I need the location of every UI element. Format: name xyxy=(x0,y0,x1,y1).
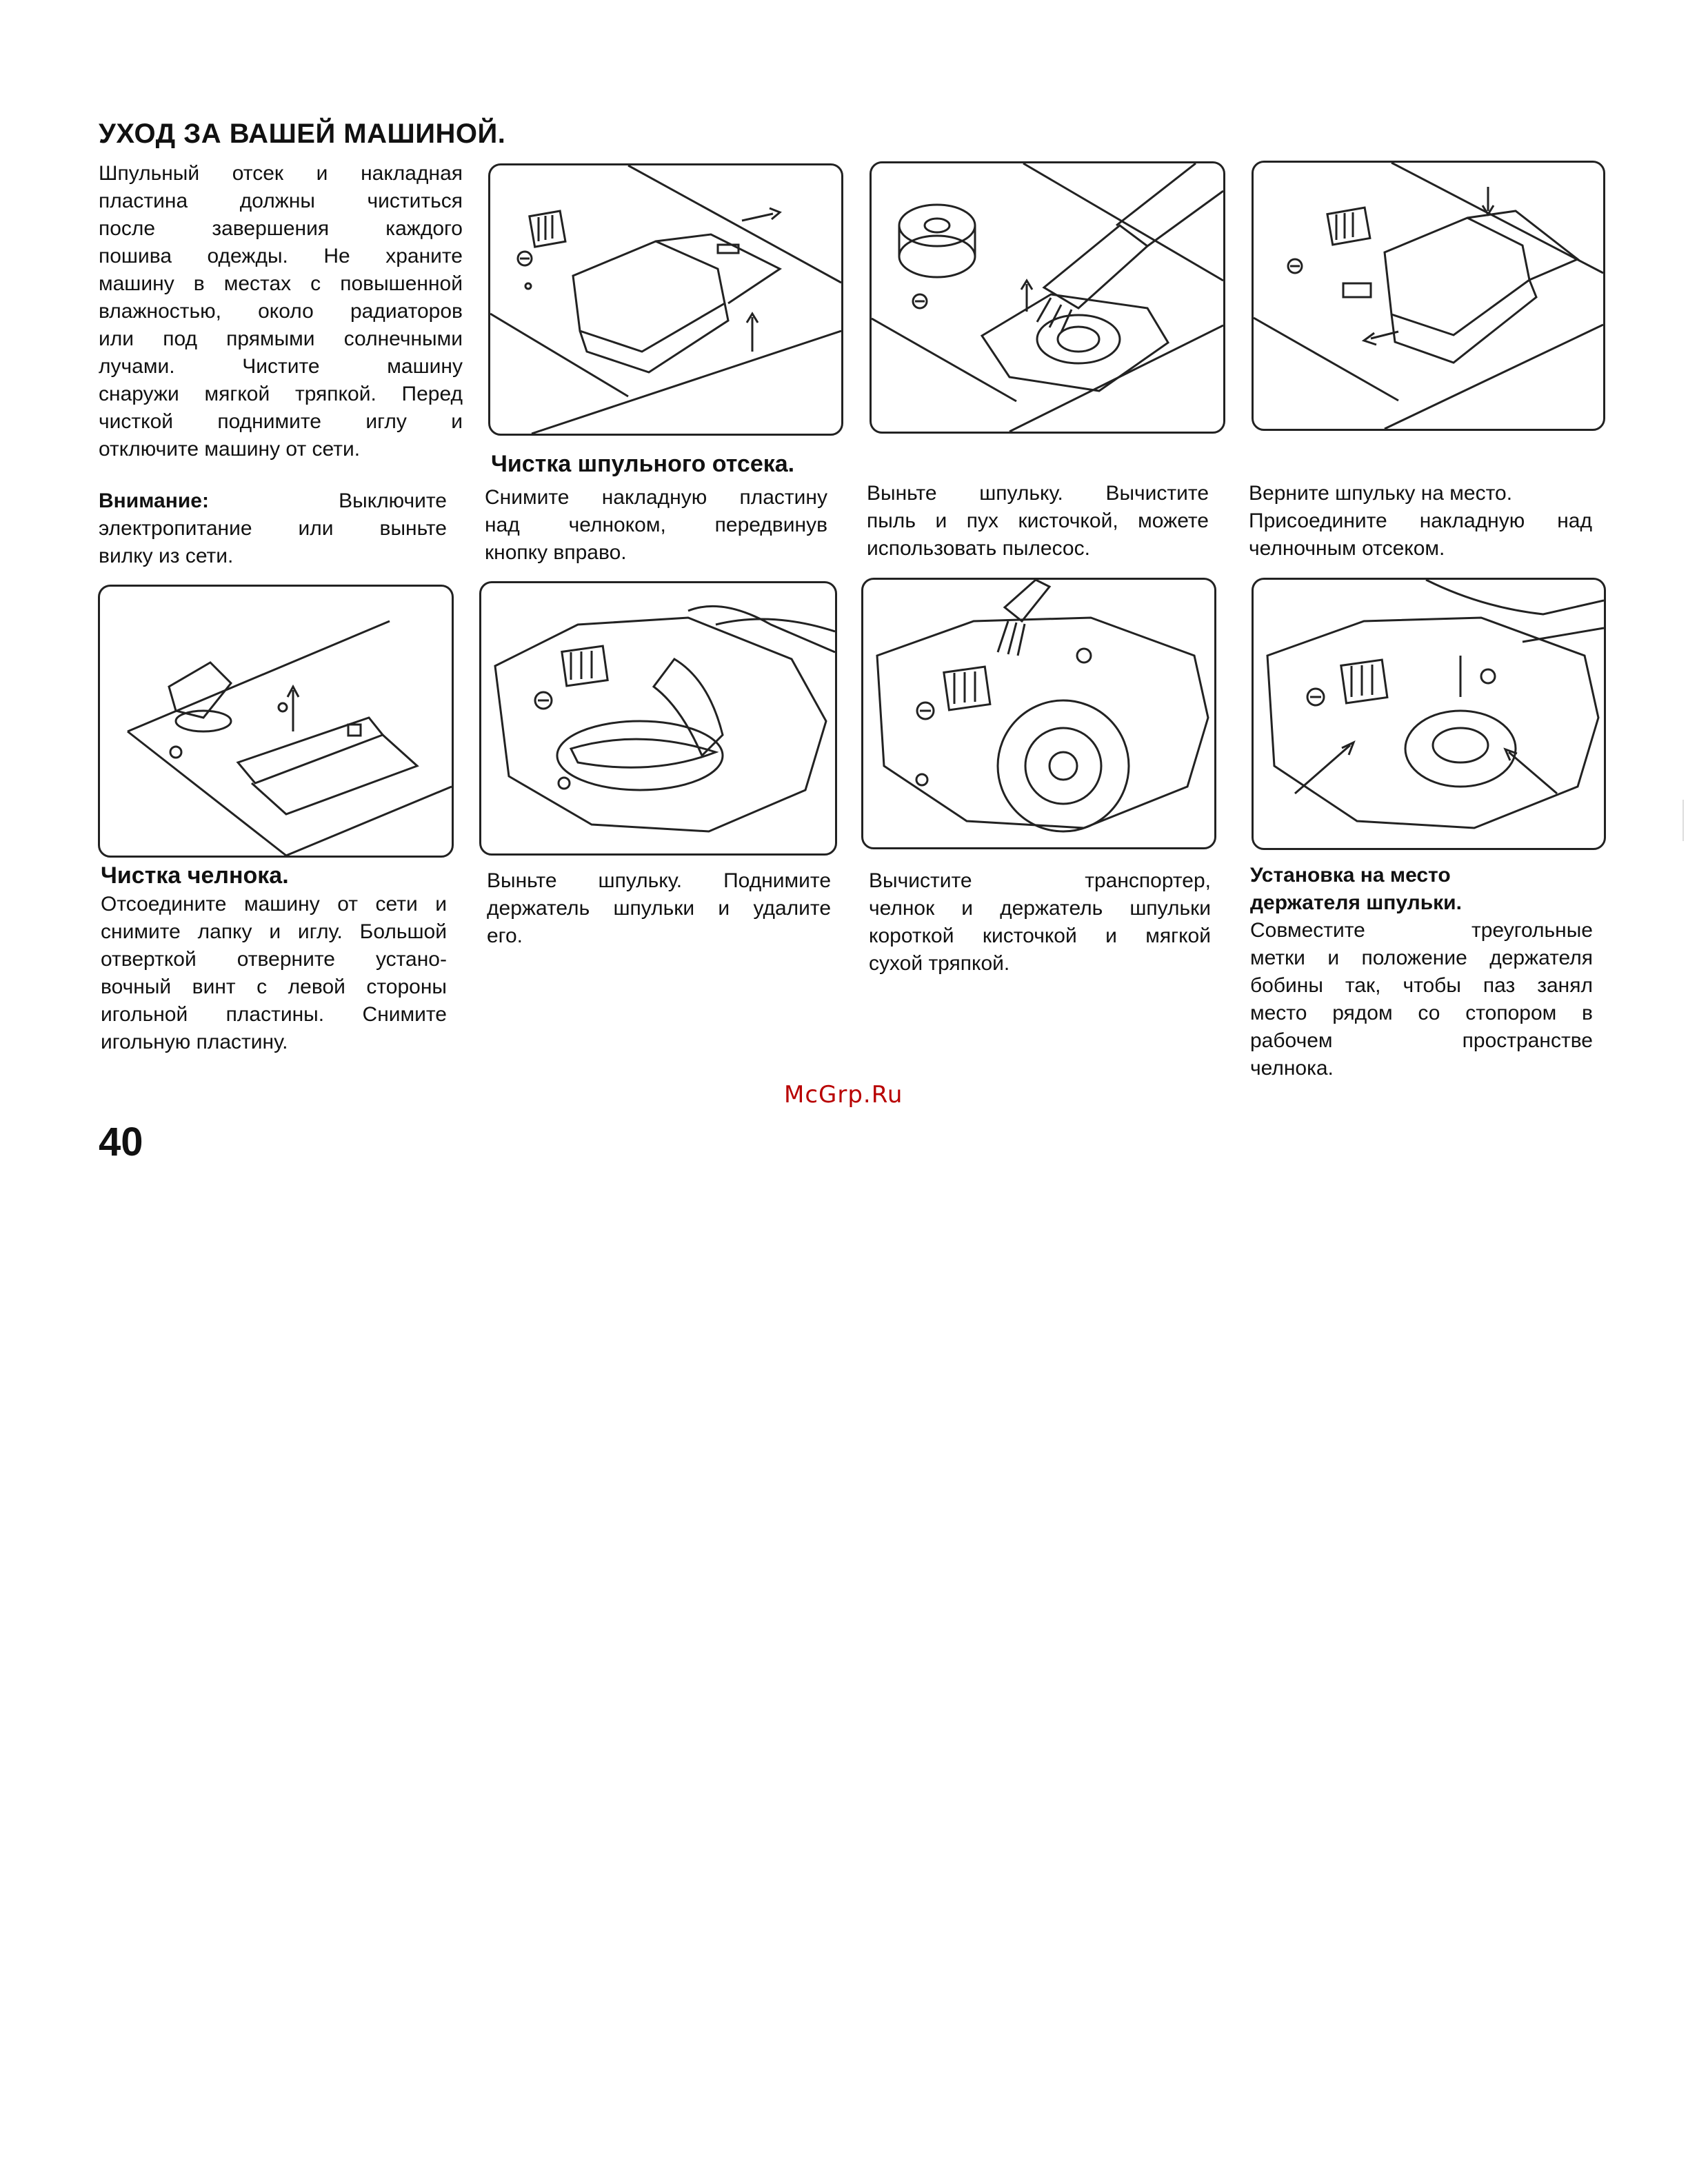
text-line: Присоедините накладную над xyxy=(1249,509,1592,532)
intro-line: снаружи мягкой тряпкой. Перед xyxy=(99,383,463,405)
text-line: игольной пластины. Снимите xyxy=(101,1003,447,1026)
intro-line: отключите машину от сети. xyxy=(99,438,361,461)
bobbin-holder-install-panel xyxy=(1252,578,1606,850)
text-line: игольную пластину. xyxy=(101,1031,288,1053)
text-line: над челноком, передвинув xyxy=(485,514,827,536)
text-line: Верните шпульку на место. xyxy=(1249,482,1513,505)
text-line: Вычистите транспортер, xyxy=(869,869,1211,892)
warning-label: Внимание: xyxy=(99,489,209,512)
bobbin-section-heading: Чистка шпульного отсека. xyxy=(491,451,795,477)
bobbin-step3-text xyxy=(1249,480,1592,563)
intro-line: машину в местах с повышенной xyxy=(99,272,463,295)
watermark: McGrp.Ru xyxy=(784,1081,903,1109)
install-heading-line: держателя шпульки. xyxy=(1250,891,1462,914)
warning-first-word: Выключите xyxy=(339,489,447,512)
bobbin-cover-replace-panel xyxy=(1252,161,1605,431)
intro-line: после завершения каждого xyxy=(99,217,463,240)
warning-note xyxy=(99,487,447,570)
text-line: челнока. xyxy=(1250,1057,1334,1080)
install-heading-line: Установка на место xyxy=(1250,864,1451,887)
hook-step3-text xyxy=(869,867,1211,978)
hook-step2-text xyxy=(487,867,831,950)
page-title: УХОД ЗА ВАШЕЙ МАШИНОЙ. xyxy=(99,119,506,149)
intro-line: чисткой поднимите иглу и xyxy=(99,410,463,433)
intro-line: лучами. Чистите машину xyxy=(99,355,463,378)
bobbin-holder-removal-icon xyxy=(481,583,835,853)
text-line: Снимите накладную пластину xyxy=(485,486,827,509)
intro-line: влажностью, около радиаторов xyxy=(99,300,463,323)
text-line: Выньте шпульку. Вычистите xyxy=(867,482,1209,505)
bobbin-cover-slide-panel xyxy=(488,163,843,436)
intro-paragraph xyxy=(99,160,463,463)
text-line: его. xyxy=(487,924,523,947)
text-line: Отсоедините машину от сети и xyxy=(101,893,447,916)
intro-line: пошива одежды. Не храните xyxy=(99,245,463,267)
warning-first-line xyxy=(99,487,447,515)
text-line: пыль и пух кисточкой, можете xyxy=(867,509,1209,532)
intro-line: пластина должны чиститься xyxy=(99,190,463,212)
text-line: сухой тряпкой. xyxy=(869,952,1010,975)
bobbin-cover-replace-icon xyxy=(1254,163,1603,429)
warning-line: вилку из сети. xyxy=(99,545,234,567)
scan-edge-mark xyxy=(1682,800,1684,841)
text-line: кнопку вправо. xyxy=(485,541,627,564)
bobbin-brush-cleaning-panel xyxy=(870,161,1225,434)
text-line: челночным отсеком. xyxy=(1249,537,1445,560)
page-number: 40 xyxy=(99,1120,143,1164)
feed-dog-brush-cleaning-icon xyxy=(863,580,1214,847)
text-line: снимите лапку и иглу. Большой xyxy=(101,920,447,943)
bobbin-step2-text xyxy=(867,480,1209,563)
text-line: место рядом со стопором в xyxy=(1250,1002,1593,1024)
bobbin-holder-install-icon xyxy=(1254,580,1604,848)
bobbin-holder-removal-panel xyxy=(479,581,837,856)
bobbin-cover-slide-icon xyxy=(490,165,841,434)
text-line: метки и положение держателя xyxy=(1250,947,1593,969)
text-line: челнок и держатель шпульки xyxy=(869,897,1211,920)
bobbin-brush-cleaning-icon xyxy=(872,163,1223,432)
intro-line: Шпульный отсек и накладная xyxy=(99,162,463,185)
bobbin-step1-text xyxy=(485,484,827,567)
warning-line: электропитание или выньте xyxy=(99,517,447,540)
text-line: держатель шпульки и удалите xyxy=(487,897,831,920)
feed-dog-brush-cleaning-panel xyxy=(861,578,1216,849)
hook-section-heading: Чистка челнока. xyxy=(101,862,289,889)
text-line: бобины так, чтобы паз занял xyxy=(1250,974,1593,997)
install-section-text xyxy=(1250,862,1593,1082)
intro-line: или под прямыми солнечными xyxy=(99,327,463,350)
needle-plate-removal-panel xyxy=(98,585,454,858)
needle-plate-removal-icon xyxy=(100,587,452,856)
hook-step1-text xyxy=(101,891,447,1056)
text-line: короткой кисточкой и мягкой xyxy=(869,924,1211,947)
text-line: Выньте шпульку. Поднимите xyxy=(487,869,831,892)
text-line: рабочем пространстве xyxy=(1250,1029,1593,1052)
text-line: использовать пылесос. xyxy=(867,537,1090,560)
text-line: вочный винт с левой стороны xyxy=(101,975,447,998)
text-line: Совместите треугольные xyxy=(1250,919,1593,942)
text-line: отверткой отверните устано- xyxy=(101,948,447,971)
